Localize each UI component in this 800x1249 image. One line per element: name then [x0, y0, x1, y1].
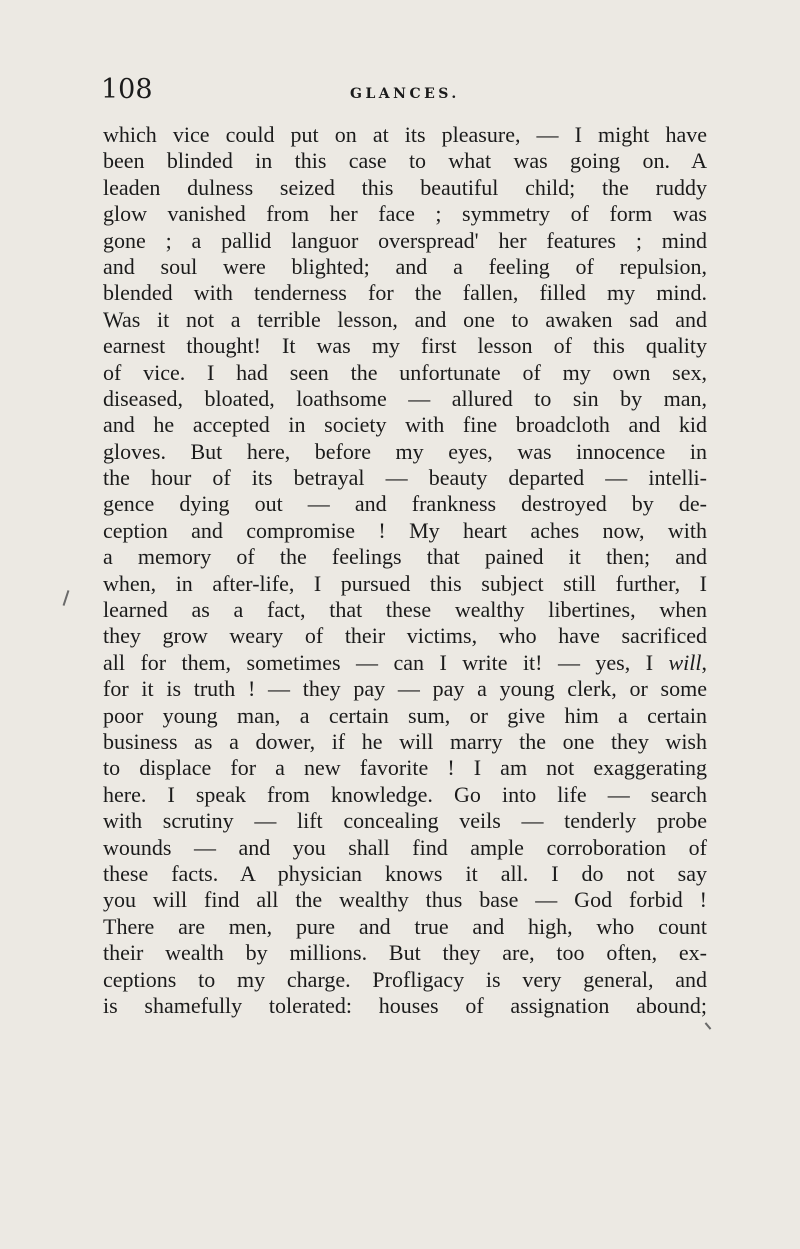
text-line: the hour of its betrayal — beauty departed — intelli- [103, 465, 707, 491]
text-line: their wealth by millions. But they are, too often, ex- [103, 940, 707, 966]
text-line: which vice could put on at its pleasure, — I might have [103, 122, 707, 147]
text-line: of vice. I had seen the unfortunate of my own sex, [103, 359, 707, 385]
text-line: gence dying out — and frankness destroyed by de- [103, 491, 707, 517]
text-line: ceptions to my charge. Profligacy is very general, and [103, 966, 707, 992]
text-line: business as a dower, if he will marry the one they wish [103, 728, 707, 754]
text-line: all for them, sometimes — can I write it! — yes, I will, [103, 649, 707, 675]
text-line: gone ; a pallid languor overspread' her features ; mind [103, 227, 707, 253]
text-line: diseased, bloated, loathsome — allured to sin by man, [103, 385, 707, 411]
running-head [100, 74, 700, 114]
text-line: gloves. But here, before my eyes, was innocence in [103, 438, 707, 464]
text-line: There are men, pure and true and high, who count [103, 913, 707, 939]
text-line: glow vanished from her face ; symmetry of form was [103, 201, 707, 227]
margin-mark [705, 1022, 712, 1029]
running-title: GLANCES. [350, 86, 460, 102]
text-line: blended with tenderness for the fallen, filled my mind. [103, 280, 707, 306]
text-line: wounds — and you shall find ample corroboration of [103, 834, 707, 860]
text-line: with scrutiny — lift concealing veils — tenderly probe [103, 808, 707, 834]
text-line: learned as a fact, that these wealthy libertines, when [103, 597, 707, 623]
text-line: you will find all the wealthy thus base — God forbid ! [103, 887, 707, 913]
text-line: and he accepted in society with fine broadcloth and kid [103, 412, 707, 438]
text-line: a memory of the feelings that pained it then; and [103, 544, 707, 570]
text-line: here. I speak from knowledge. Go into life — search [103, 781, 707, 807]
text-line: when, in after-life, I pursued this subject still further, I [103, 570, 707, 596]
emphasized-word: will [668, 649, 702, 675]
margin-mark [63, 590, 70, 606]
text-line: earnest thought! It was my first lesson of this quality [103, 333, 707, 359]
text-line: is shamefully tolerated: houses of assignation abound; [103, 992, 707, 1018]
text-line: and soul were blighted; and a feeling of repulsion, [103, 253, 707, 279]
page-number: 108 [101, 74, 153, 105]
text-line: leaden dulness seized this beautiful child; the ruddy [103, 174, 707, 200]
body-text [103, 122, 707, 1019]
text-line: to displace for a new favorite ! I am not exaggerating [103, 755, 707, 781]
text-line: they grow weary of their victims, who have sacrificed [103, 623, 707, 649]
text-line: ception and compromise ! My heart aches now, with [103, 517, 707, 543]
text-line: these facts. A physician knows it all. I do not say [103, 860, 707, 886]
text-line: poor young man, a certain sum, or give him a certain [103, 702, 707, 728]
text-line: for it is truth ! — they pay — pay a young clerk, or some [103, 676, 707, 702]
text-line: Was it not a terrible lesson, and one to awaken sad and [103, 306, 707, 332]
text-line: been blinded in this case to what was going on. A [103, 148, 707, 174]
